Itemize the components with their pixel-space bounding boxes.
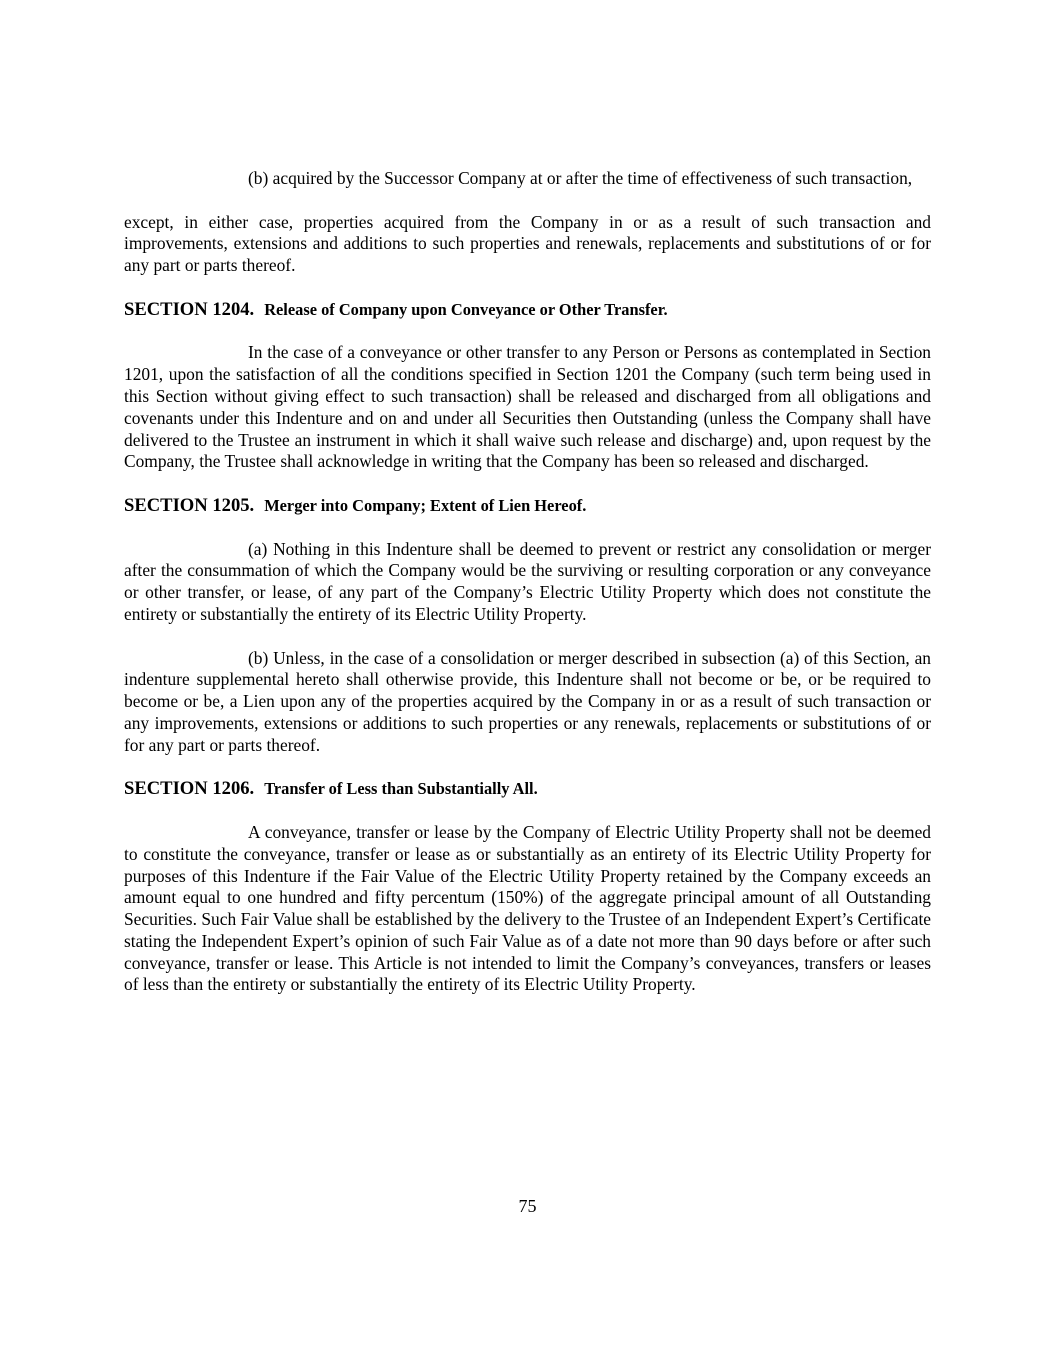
section-1204-heading [124, 299, 931, 321]
paragraph-except: except, in either case, properties acquired from the Company in or as a result of such transaction and improvements, extensions and additions to such properties and renewals, replacements and substitutions of or for any part or parts thereof. [124, 211, 931, 276]
section-1204-paragraph: In the case of a conveyance or other transfer to any Person or Persons as contemplated in Section 1201, upon the satisfaction of all the conditions specified in Section 1201 the Company (such term being used in this Section without giving effect to such transaction) shall be released and discharged from all obligations and covenants under this Indenture and on and under all Securities then Outstanding (unless the Company shall have delivered to the Trustee an instrument in which it shall waive such release and discharge) and, upon request by the Company, the Trustee shall acknowledge in writing that the Company has been so released and discharged. [124, 342, 931, 472]
section-1205-paragraph-a: (a) Nothing in this Indenture shall be deemed to prevent or restrict any consolidation or merger after the consummation of which the Company would be the surviving or resulting corporation or any conveyance or other transfer, or lease, of any part of the Company’s Electric Utility Property which does not constitute the entirety or substantially the entirety of its Electric Utility Property. [124, 538, 931, 624]
section-1205-paragraph-b: (b) Unless, in the case of a consolidation or merger described in subsection (a) of this Section, an indenture supplemental hereto shall otherwise provide, this Indenture shall not become or be, or be required to become or be, a Lien upon any of the properties acquired by the Company in or as a result of such transaction or any improvements, extensions or additions to such properties or any renewals, replacements or substitutions of or for any part or parts thereof. [124, 647, 931, 755]
section-title: Release of Company upon Conveyance or Other Transfer. [264, 299, 668, 319]
document-page [124, 168, 931, 996]
section-number: SECTION 1205. [124, 494, 255, 516]
section-1206-paragraph: A conveyance, transfer or lease by the Company of Electric Utility Property shall not be deemed to constitute the conveyance, transfer or lease as or substantially as an entirety of its Electric Utility Property for purposes of this Indenture if the Fair Value of the Electric Utility Property retained by the Company exceeds an amount equal to one hundred and fifty percentum (150%) of the aggregate principal amount of all Outstanding Securities. Such Fair Value shall be established by the delivery to the Trustee of an Independent Expert’s Certificate stating the Independent Expert’s opinion of such Fair Value as of a date not more than 90 days before or after such conveyance, transfer or lease. This Article is not intended to limit the Company’s conveyances, transfers or leases of less than the entirety or substantially the entirety of its Electric Utility Property. [124, 821, 931, 995]
section-1205-heading [124, 495, 931, 517]
section-1206-heading [124, 778, 931, 800]
section-number: SECTION 1204. [124, 298, 255, 320]
paragraph-b-acquired: (b) acquired by the Successor Company at or after the time of effectiveness of such transaction, [248, 168, 913, 188]
page-number: 75 [518, 1196, 537, 1216]
section-title: Merger into Company; Extent of Lien Hereof. [264, 495, 587, 515]
section-title: Transfer of Less than Substantially All. [264, 779, 538, 799]
section-number: SECTION 1206. [124, 778, 255, 800]
